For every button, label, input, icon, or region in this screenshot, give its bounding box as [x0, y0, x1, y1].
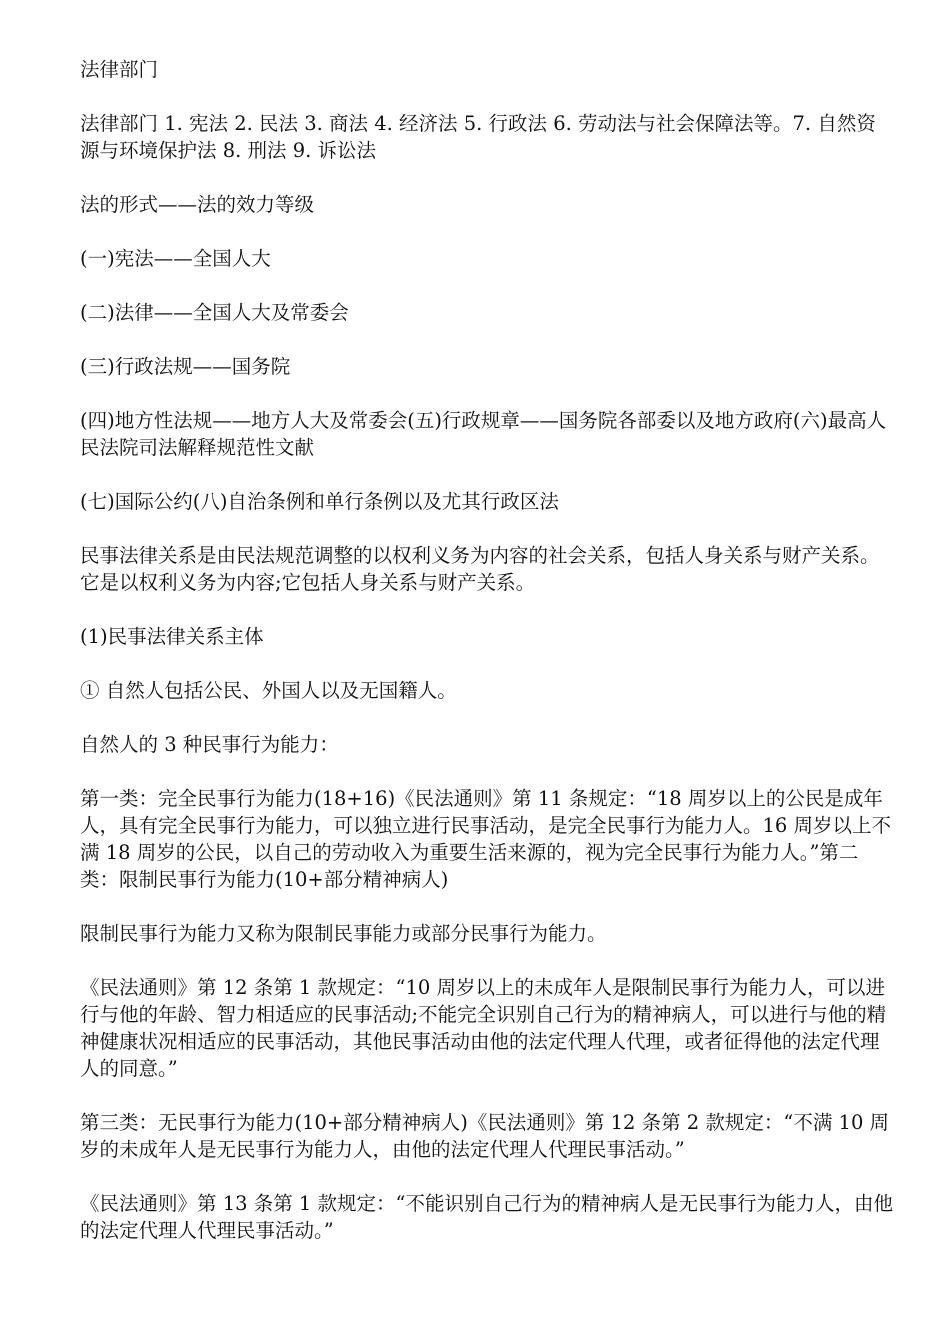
paragraph-limited-capacity-definition: 限制民事行为能力又称为限制民事能力或部分民事行为能力。	[80, 922, 607, 945]
paragraph-legal-departments-list: 法律部门 1. 宪法 2. 民法 3. 商法 4. 经济法 5. 行政法 6. 劳动法与社会保障法等。7. 自然资源与环境保护法 8. 刑法 9. 诉讼法	[80, 112, 876, 162]
section-title-legal-departments: 法律部门	[80, 58, 159, 81]
subheading-legal-relation-subject: (1)民事法律关系主体	[80, 625, 264, 648]
paragraph-civil-legal-relations: 民事法律关系是由民法规范调整的以权利义务为内容的社会关系，包括人身关系与财产关系。它是以权利义务为内容;它包括人身关系与财产关系。	[80, 544, 880, 594]
document-page	[80, 56, 895, 1271]
paragraph-article-13-clause-1: 《民法通则》第 13 条第 1 款规定：“不能识别自己行为的精神病人是无民事行为能力人，由他的法定代理人代理民事活动。”	[80, 1192, 893, 1242]
list-item-constitution: (一)宪法——全国人大	[80, 247, 271, 270]
paragraph-full-capacity: 第一类：完全民事行为能力(18+16)《民法通则》第 11 条规定：“18 周岁以上的公民是成年人，具有完全民事行为能力，可以独立进行民事活动，是完全民事行为能力人。16 周岁以上不满 18 周岁的公民，以自己的劳动收入为重要生活来源的，视为完全民事行为能力人。”第二类：限制民事行为能力(10+部分精神病人)	[80, 787, 892, 891]
section-title-law-forms: 法的形式——法的效力等级	[80, 193, 315, 216]
list-item-law: (二)法律——全国人大及常委会	[80, 301, 349, 324]
list-item-administrative-regulations: (三)行政法规——国务院	[80, 355, 291, 378]
list-item-international-conventions: (七)国际公约(八)自治条例和单行条例以及尤其行政区法	[80, 490, 559, 513]
paragraph-natural-persons: ① 自然人包括公民、外国人以及无国籍人。	[80, 679, 457, 702]
list-item-local-regulations: (四)地方性法规——地方人大及常委会(五)行政规章——国务院各部委以及地方政府(六)最高人民法院司法解释规范性文献	[80, 409, 887, 459]
paragraph-article-12-clause-1: 《民法通则》第 12 条第 1 款规定：“10 周岁以上的未成年人是限制民事行为能力人，可以进行与他的年龄、智力相适应的民事活动;不能完全识别自己行为的精神病人，可以进行与他的精神健康状况相适应的民事活动，其他民事活动由他的法定代理人代理，或者征得他的法定代理人的同意。”	[80, 976, 887, 1080]
paragraph-three-capacities: 自然人的 3 种民事行为能力：	[80, 733, 339, 756]
paragraph-no-capacity: 第三类：无民事行为能力(10+部分精神病人)《民法通则》第 12 条第 2 款规定：“不满 10 周岁的未成年人是无民事行为能力人，由他的法定代理人代理民事活动。”	[80, 1111, 890, 1161]
